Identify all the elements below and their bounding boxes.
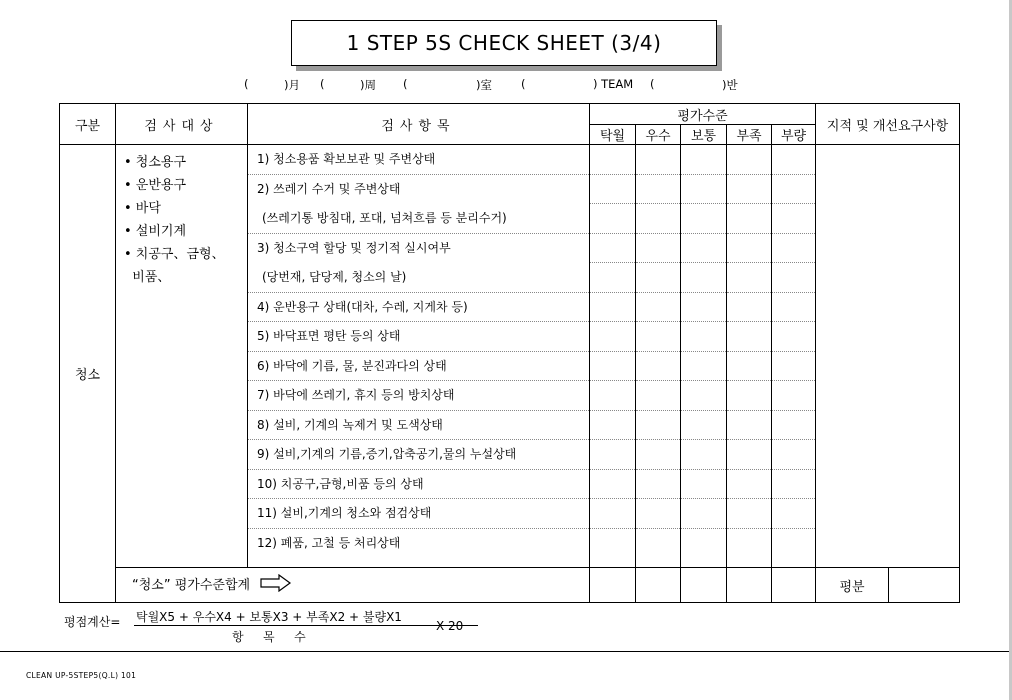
rating-row-line xyxy=(727,411,771,441)
rating-row-line xyxy=(772,440,815,470)
category-cell: 청소 xyxy=(60,145,116,603)
rating-row-line xyxy=(590,499,635,529)
target-item: • 운반용구 xyxy=(124,178,187,193)
rating-row-line xyxy=(636,204,680,234)
rating-row-line xyxy=(590,204,635,234)
right-arrow-icon xyxy=(260,574,292,596)
level-average: 보통 xyxy=(681,125,727,145)
rating-row-line xyxy=(590,440,635,470)
rating-row-line xyxy=(681,440,726,470)
rating-row-line xyxy=(772,322,815,352)
sum-cell-good[interactable] xyxy=(636,568,681,603)
team-label: ) TEAM xyxy=(593,77,634,91)
rating-row-line xyxy=(772,175,815,205)
rating-row-line xyxy=(772,263,815,293)
rating-row-line xyxy=(681,145,726,175)
header-remarks: 지적 및 개선요구사항 xyxy=(816,104,960,145)
rating-row-line xyxy=(681,322,726,352)
rating-cell-poor[interactable] xyxy=(772,145,816,568)
rating-row-line xyxy=(590,263,635,293)
rating-row-line xyxy=(590,175,635,205)
check-item: 5) 바닥표면 평탄 등의 상태 xyxy=(248,322,589,352)
rating-row-line xyxy=(636,234,680,264)
target-list xyxy=(116,145,248,568)
target-item: 비품、 xyxy=(124,270,171,285)
level-excellent: 탁월 xyxy=(590,125,636,145)
header-rating: 평가수준 xyxy=(590,104,816,125)
rating-row-line xyxy=(772,411,815,441)
rating-row-line xyxy=(590,234,635,264)
rating-row-line xyxy=(636,529,680,559)
team-open: ( xyxy=(521,77,526,91)
level-poor: 부량 xyxy=(772,125,816,145)
check-item: 7) 바닥에 쓰레기, 휴지 등의 방치상태 xyxy=(248,381,589,411)
rating-row-line xyxy=(727,234,771,264)
week-label: )周 xyxy=(360,78,376,92)
check-item: 9) 설비,기계의 기름,증기,압축공기,물의 누설상태 xyxy=(248,440,589,470)
rating-row-line xyxy=(590,322,635,352)
target-item: • 청소용구 xyxy=(124,155,187,170)
rating-row-line xyxy=(590,529,635,559)
rating-cell-lacking[interactable] xyxy=(727,145,772,568)
rating-row-line xyxy=(772,293,815,323)
rating-row-line xyxy=(681,470,726,500)
header-target: 검사대상 xyxy=(116,104,248,145)
rating-row-line xyxy=(590,352,635,382)
rating-row-line xyxy=(772,381,815,411)
formula-fraction-bar xyxy=(134,625,478,626)
check-item-note: (당번재, 담당제, 청소의 날) xyxy=(248,263,589,293)
sum-cell-excellent[interactable] xyxy=(590,568,636,603)
rating-row-line xyxy=(681,352,726,382)
rating-row-line xyxy=(727,499,771,529)
rating-row-line xyxy=(727,175,771,205)
check-item: 10) 치공구,금형,비품 등의 상태 xyxy=(248,470,589,500)
rating-row-line xyxy=(681,499,726,529)
rating-row-line xyxy=(772,352,815,382)
formula-denominator: 항 목 수 xyxy=(232,630,308,644)
rating-cell-good[interactable] xyxy=(636,145,681,568)
sum-cell-poor[interactable] xyxy=(772,568,816,603)
target-item: • 치공구、금형、 xyxy=(124,247,225,262)
target-item: • 설비기계 xyxy=(124,224,187,239)
rating-row-line xyxy=(590,470,635,500)
room-label: )室 xyxy=(476,78,492,92)
rating-row-line xyxy=(636,263,680,293)
summary-label: “청소” 평가수준합계 xyxy=(132,577,251,593)
summary-row xyxy=(116,568,590,603)
rating-row-line xyxy=(727,381,771,411)
rating-row-line xyxy=(636,322,680,352)
formula-numerator: 탁월X5 + 우수X4 + 보통X3 + 부족X2 + 불량X1 xyxy=(136,610,402,624)
rating-row-line xyxy=(681,293,726,323)
rating-row-line xyxy=(727,145,771,175)
rating-row-line xyxy=(727,529,771,559)
level-good: 우수 xyxy=(636,125,681,145)
check-item: 3) 청소구역 할당 및 정기적 실시여부 xyxy=(257,240,451,255)
rating-row-line xyxy=(590,381,635,411)
formula-label: 평점계산= xyxy=(64,615,121,629)
rating-row-line xyxy=(727,293,771,323)
rating-row-line xyxy=(772,529,815,559)
sum-cell-lacking[interactable] xyxy=(727,568,772,603)
formula-multiplier: X 20 xyxy=(436,619,464,633)
check-item: 4) 운반용구 상태(대차, 수레, 지게차 등) xyxy=(248,293,589,323)
remarks-cell[interactable] xyxy=(816,145,960,568)
rating-cell-excellent[interactable] xyxy=(590,145,636,568)
rating-row-line xyxy=(636,381,680,411)
sum-cell-average[interactable] xyxy=(681,568,727,603)
rating-row-line xyxy=(772,470,815,500)
target-item: • 바닥 xyxy=(124,201,161,216)
rating-row-line xyxy=(772,234,815,264)
rating-row-line xyxy=(681,234,726,264)
rating-row-line xyxy=(772,145,815,175)
header-category: 구분 xyxy=(60,104,116,145)
rating-row-line xyxy=(772,499,815,529)
rating-row-line xyxy=(636,145,680,175)
rating-row-line xyxy=(590,145,635,175)
month-label: )月 xyxy=(284,78,300,92)
rating-row-line xyxy=(681,411,726,441)
check-item: 12) 폐품, 고철 등 처리상태 xyxy=(257,535,401,550)
rating-row-line xyxy=(681,381,726,411)
rating-row-line xyxy=(681,175,726,205)
check-sheet-table xyxy=(59,103,960,603)
rating-row-line xyxy=(772,204,815,234)
rating-row-line xyxy=(681,529,726,559)
score-label: 평분 xyxy=(816,568,889,603)
rating-row-line xyxy=(727,440,771,470)
rating-row-line xyxy=(590,293,635,323)
rating-row-line xyxy=(636,352,680,382)
rating-row-line xyxy=(590,411,635,441)
check-items xyxy=(248,145,590,568)
check-item: 6) 바닥에 기름, 물, 분진과다의 상태 xyxy=(248,352,589,382)
week-open: ( xyxy=(320,77,325,91)
rating-row-line xyxy=(681,204,726,234)
rating-row-line xyxy=(727,204,771,234)
score-value-cell[interactable] xyxy=(889,568,960,603)
month-open: ( xyxy=(244,77,249,91)
check-item: 11) 설비,기계의 청소와 점검상태 xyxy=(248,499,589,529)
rating-row-line xyxy=(727,470,771,500)
check-item: 1) 청소용품 확보보관 및 주변상태 xyxy=(248,145,589,175)
rating-row-line xyxy=(727,322,771,352)
class-label: )반 xyxy=(722,78,738,92)
class-open: ( xyxy=(650,77,655,91)
rating-row-line xyxy=(636,470,680,500)
rating-row-line xyxy=(727,352,771,382)
page-title: 1 STEP 5S CHECK SHEET (3/4) xyxy=(291,20,717,66)
rating-row-line xyxy=(636,411,680,441)
check-item: 8) 설비, 기계의 녹제거 및 도색상태 xyxy=(248,411,589,441)
rating-row-line xyxy=(636,293,680,323)
check-item-note: (쓰레기통 방침대, 포대, 넘쳐흐름 등 분리수거) xyxy=(248,204,589,234)
rating-row-line xyxy=(727,263,771,293)
footer-divider xyxy=(0,651,1009,652)
room-open: ( xyxy=(403,77,408,91)
header-items: 검사항목 xyxy=(248,104,590,145)
footer-code: CLEAN UP-5STEP5(Q.L) 101 xyxy=(26,671,137,680)
rating-row-line xyxy=(636,175,680,205)
rating-cell-average[interactable] xyxy=(681,145,727,568)
rating-row-line xyxy=(636,440,680,470)
level-lacking: 부족 xyxy=(727,125,772,145)
rating-row-line xyxy=(636,499,680,529)
check-item: 2) 쓰레기 수거 및 주변상태 xyxy=(257,181,401,196)
rating-row-line xyxy=(681,263,726,293)
